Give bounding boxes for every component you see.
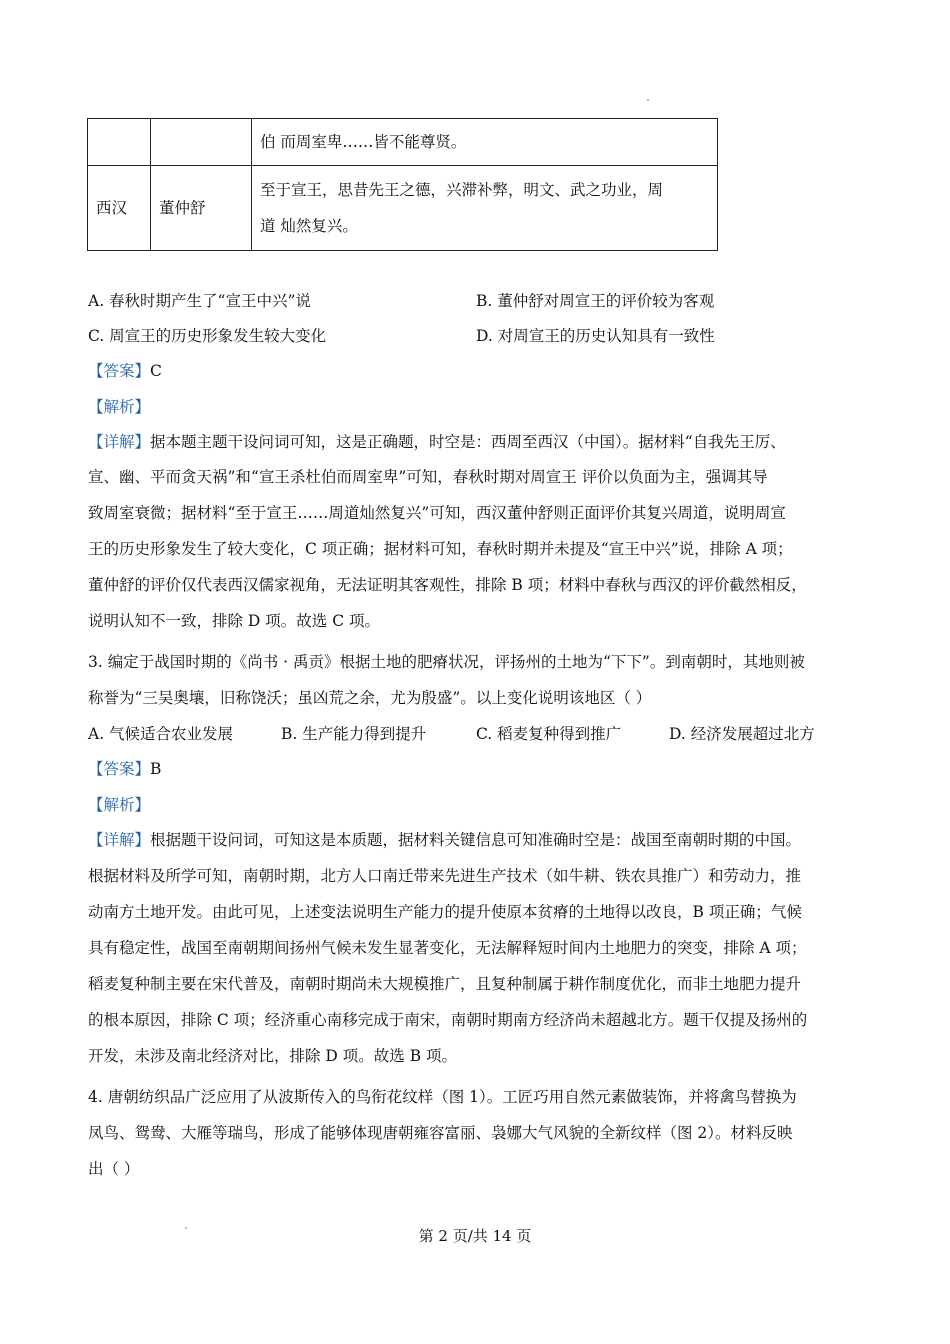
q2-detail-line: 王的历史形象发生了较大变化，C 项正确；据材料可知，春秋时期并未提及“宣王中兴”说，排除 A 项；: [88, 540, 793, 558]
q2-option-c: C. 周宣王的历史形象发生较大变化: [88, 327, 327, 345]
q2-option-a: A. 春秋时期产生了“宣王中兴”说: [88, 292, 311, 310]
q2-detail-line: 致周室衰微；据材料“至于宣王……周道灿然复兴”可知，西汉董仲舒则正面评价其复兴周道，说明周宣: [88, 504, 786, 522]
q3-analysis-tag: 【解析】: [88, 796, 151, 814]
table-cell-era: 西汉: [88, 166, 151, 251]
table-cell-content: 伯 而周室卑……皆不能尊贤。: [252, 119, 718, 166]
q3-option-d: D. 经济发展超过北方: [669, 725, 815, 743]
q4-stem-line: 出（ ）: [88, 1160, 140, 1178]
source-table: [87, 118, 718, 251]
q3-option-b: B. 生产能力得到提升: [281, 725, 427, 743]
q2-detail-line: 【详解】据本题主题干设问词可知，这是正确题，时空是：西周至西汉（中国）。据材料“自我先王厉、: [88, 433, 786, 451]
table-row: [88, 119, 718, 166]
q3-stem-line: 称誉为“三吴奥壤，旧称饶沃；虽凶荒之余，尤为殷盛”。以上变化说明该地区（ ）: [88, 689, 652, 707]
answer-value: C: [150, 362, 162, 380]
q2-answer: [88, 361, 162, 381]
q3-detail-line: 【详解】根据题干设问词，可知这是本质题，据材料关键信息可知准确时空是：战国至南朝时期的中国。: [88, 831, 802, 849]
q3-detail-line: 稻麦复种制主要在宋代普及，南朝时期尚未大规模推广，且复种制属于耕作制度优化，而非土地肥力提升: [88, 975, 802, 993]
q3-stem-line: 3. 编定于战国时期的《尚书 · 禹贡》根据土地的肥瘠状况，评扬州的土地为“下下”。到南朝时，其地则被: [88, 653, 805, 671]
scan-speck: [185, 1227, 187, 1229]
table-content-line: 道 灿然复兴。: [260, 217, 358, 235]
table-content-line: 至于宣王，思昔先王之德，兴滞补弊，明文、武之功业，周: [260, 181, 664, 199]
answer-tag: 【答案】: [88, 760, 151, 778]
q2-detail-line: 董仲舒的评价仅代表西汉儒家视角，无法证明其客观性，排除 B 项；材料中春秋与西汉的评价截然相反，: [88, 576, 807, 594]
answer-value: B: [150, 760, 162, 778]
q4-stem-line: 4. 唐朝纺织品广泛应用了从波斯传入的鸟衔花纹样（图 1）。工匠巧用自然元素做装饰，并将禽鸟替换为: [88, 1088, 797, 1106]
q3-answer: [88, 759, 161, 779]
q2-option-d: D. 对周宣王的历史认知具有一致性: [476, 327, 715, 345]
page-footer: 第 2 页/共 14 页: [418, 1227, 532, 1245]
q2-detail-line: 说明认知不一致，排除 D 项。故选 C 项。: [88, 612, 380, 630]
q2-analysis-tag: 【解析】: [88, 398, 151, 416]
q3-option-c: C. 稻麦复种得到推广: [476, 725, 622, 743]
q2-option-b: B. 董仲舒对周宣王的评价较为客观: [476, 292, 715, 310]
q3-detail-line: 动南方土地开发。由此可见，上述变法说明生产能力的提升使原本贫瘠的土地得以改良，B 项正确；气候: [88, 903, 802, 921]
table-row: [88, 166, 718, 251]
q3-detail-line: 开发，未涉及南北经济对比，排除 D 项。故选 B 项。: [88, 1047, 458, 1065]
detail-tag: 【详解】: [88, 433, 151, 451]
q3-detail-line: 根据材料及所学可知，南朝时期，北方人口南迁带来先进生产技术（如牛耕、铁农具推广）和劳动力，推: [88, 867, 802, 885]
table-cell-person: 董仲舒: [151, 166, 252, 251]
table-cell-person: [151, 119, 252, 166]
table-cell-content: [252, 166, 718, 251]
scan-speck: [647, 99, 649, 101]
detail-tag: 【详解】: [88, 831, 151, 849]
q2-detail-line: 宣、幽、平而贪天祸”和“宣王杀杜伯而周室卑”可知，春秋时期对周宣王 评价以负面为主，强调其导: [88, 468, 768, 486]
answer-tag: 【答案】: [88, 362, 151, 380]
table-cell-era: [88, 119, 151, 166]
q4-stem-line: 凤鸟、鸳鸯、大雁等瑞鸟，形成了能够体现唐朝雍容富丽、袅娜大气风貌的全新纹样（图 2）。材料反映: [88, 1124, 793, 1142]
q3-detail-line: 的根本原因，排除 C 项；经济重心南移完成于南宋，南朝时期南方经济尚未超越北方。题干仅提及扬州的: [88, 1011, 808, 1029]
q3-detail-line: 具有稳定性，战国至南朝期间扬州气候未发生显著变化，无法解释短时间内土地肥力的突变，排除 A 项；: [88, 939, 807, 957]
q3-option-a: A. 气候适合农业发展: [88, 725, 234, 743]
